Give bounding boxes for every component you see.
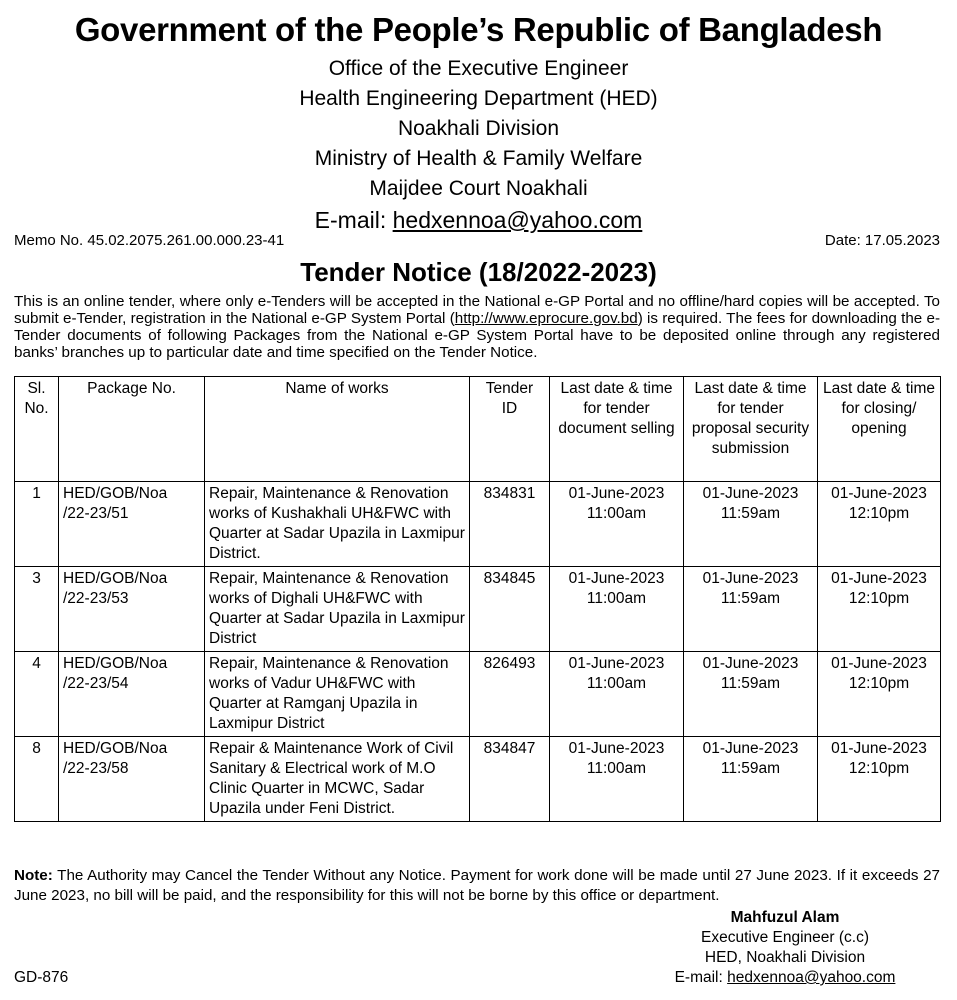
- memo-number: Memo No. 45.02.2075.261.00.000.23-41: [14, 232, 285, 249]
- ministry-line: Ministry of Health & Family Welfare: [314, 147, 643, 170]
- row-selling: [550, 482, 684, 567]
- header-email-label: E-mail:: [314, 207, 393, 233]
- header-sl: [15, 377, 59, 482]
- row-selling: [550, 737, 684, 822]
- header-sl-line1: Sl.: [27, 380, 46, 397]
- closing-date: 01-June-2023: [831, 570, 927, 587]
- row-package: [59, 652, 205, 737]
- header-security: Last date & time for tender proposal security submission: [684, 377, 818, 482]
- row-security: [684, 482, 818, 567]
- header-tender-line2: ID: [501, 400, 518, 417]
- note-paragraph: [14, 866, 940, 906]
- row-selling: [550, 652, 684, 737]
- header-works: Name of works: [205, 377, 470, 482]
- address-line: Maijdee Court Noakhali: [369, 177, 588, 200]
- signature-block: [660, 908, 910, 988]
- package-line2: /22-23/51: [63, 505, 129, 522]
- closing-time: 12:10pm: [848, 675, 910, 692]
- row-work: Repair & Maintenance Work of Civil Sanitary & Electrical work of M.O Clinic Quarter in MCWC, Sadar Upazila under Feni District.: [205, 737, 470, 822]
- eprocure-link[interactable]: http://www.eprocure.gov.bd: [454, 310, 638, 327]
- row-work: Repair, Maintenance & Renovation works of Vadur UH&FWC with Quarter at Ramganj Upazila in Laxmipur District: [205, 652, 470, 737]
- selling-date: 01-June-2023: [568, 570, 665, 587]
- closing-date: 01-June-2023: [831, 740, 927, 757]
- header-tender-id: [470, 377, 550, 482]
- row-package: [59, 737, 205, 822]
- security-date: 01-June-2023: [702, 740, 799, 757]
- closing-time: 12:10pm: [848, 590, 910, 607]
- signatory-designation: Executive Engineer (c.c): [701, 929, 869, 946]
- table-row: [15, 482, 941, 567]
- intro-text-start: This is an online tender, where only e-Tenders will be accepted in the National e-GP Portal and no offline/hard copies will be accepted. To submit e-Tender, registration in the National e-GP System Portal (: [14, 293, 940, 327]
- table-header-row: [15, 377, 941, 482]
- intro-text-end: ) is required. The fees for downloading the e-Tender documents of following Packages from the National e-GP System Portal have to be deposited online through any registered banks’ branches up to particular date and time specified on the Tender Notice.: [14, 310, 940, 361]
- selling-date: 01-June-2023: [568, 655, 665, 672]
- tender-table: [14, 376, 941, 822]
- memo-date: Date: 17.05.2023: [824, 232, 940, 249]
- note-label: Note:: [14, 867, 53, 884]
- row-package: [59, 482, 205, 567]
- row-sl: 8: [15, 737, 59, 822]
- closing-time: 12:10pm: [848, 760, 910, 777]
- row-work: Repair, Maintenance & Renovation works of Kushakhali UH&FWC with Quarter at Sadar Upazila in Laxmipur District.: [205, 482, 470, 567]
- row-tender-id: 826493: [470, 652, 550, 737]
- package-line2: /22-23/54: [63, 675, 129, 692]
- package-line2: /22-23/53: [63, 590, 129, 607]
- government-title: Government of the People’s Republic of Bangladesh: [74, 11, 883, 48]
- package-line1: HED/GOB/Noa: [63, 485, 168, 502]
- selling-time: 11:00am: [586, 505, 647, 522]
- table-row: [15, 737, 941, 822]
- row-sl: 1: [15, 482, 59, 567]
- memo-row: [14, 232, 940, 250]
- row-tender-id: 834847: [470, 737, 550, 822]
- security-date: 01-June-2023: [702, 655, 799, 672]
- table-row: [15, 567, 941, 652]
- package-line2: /22-23/58: [63, 760, 129, 777]
- row-closing: [818, 652, 941, 737]
- note-text: The Authority may Cancel the Tender Without any Notice. Payment for work done will be made until 27 June 2023. If it exceeds 27 June 2023, no bill will be paid, and the responsibility for this will not be borne by this office or department.: [14, 867, 940, 904]
- office-line: Office of the Executive Engineer: [328, 57, 629, 80]
- security-date: 01-June-2023: [702, 485, 799, 502]
- table-row: [15, 652, 941, 737]
- signatory-office: HED, Noakhali Division: [704, 949, 866, 966]
- row-security: [684, 567, 818, 652]
- row-closing: [818, 737, 941, 822]
- intro-paragraph: [14, 293, 940, 361]
- closing-date: 01-June-2023: [831, 655, 927, 672]
- selling-time: 11:00am: [586, 760, 647, 777]
- header-sl-line2: No.: [24, 400, 49, 417]
- row-sl: 3: [15, 567, 59, 652]
- header-closing: Last date & time for closing/ opening: [818, 377, 941, 482]
- header-selling: Last date & time for tender document selling: [550, 377, 684, 482]
- package-line1: HED/GOB/Noa: [63, 570, 168, 587]
- signatory-email-line: [660, 968, 910, 988]
- selling-time: 11:00am: [586, 590, 647, 607]
- header-email-link[interactable]: hedxennoa@yahoo.com: [392, 207, 643, 233]
- row-security: [684, 737, 818, 822]
- row-selling: [550, 567, 684, 652]
- department-line: Health Engineering Department (HED): [299, 87, 658, 110]
- selling-time: 11:00am: [586, 675, 647, 692]
- row-sl: 4: [15, 652, 59, 737]
- row-closing: [818, 567, 941, 652]
- header-package: Package No.: [59, 377, 205, 482]
- package-line1: HED/GOB/Noa: [63, 655, 168, 672]
- row-work: Repair, Maintenance & Renovation works of Dighali UH&FWC with Quarter at Sadar Upazila in Laxmipur District: [205, 567, 470, 652]
- division-line: Noakhali Division: [397, 117, 560, 140]
- row-security: [684, 652, 818, 737]
- office-header: [0, 54, 957, 236]
- selling-date: 01-June-2023: [568, 740, 665, 757]
- row-tender-id: 834845: [470, 567, 550, 652]
- signatory-name: Mahfuzul Alam: [730, 909, 840, 926]
- package-line1: HED/GOB/Noa: [63, 740, 168, 757]
- security-time: 11:59am: [720, 675, 781, 692]
- row-tender-id: 834831: [470, 482, 550, 567]
- gd-code: GD-876: [14, 969, 69, 986]
- security-time: 11:59am: [720, 590, 781, 607]
- closing-time: 12:10pm: [848, 505, 910, 522]
- header-tender-line1: Tender: [485, 380, 534, 397]
- notice-title: Tender Notice (18/2022-2023): [300, 257, 657, 287]
- security-time: 11:59am: [720, 760, 781, 777]
- signatory-email-link[interactable]: hedxennoa@yahoo.com: [727, 969, 896, 986]
- row-closing: [818, 482, 941, 567]
- security-date: 01-June-2023: [702, 570, 799, 587]
- selling-date: 01-June-2023: [568, 485, 665, 502]
- security-time: 11:59am: [720, 505, 781, 522]
- signatory-email-label: E-mail:: [674, 969, 728, 986]
- row-package: [59, 567, 205, 652]
- closing-date: 01-June-2023: [831, 485, 927, 502]
